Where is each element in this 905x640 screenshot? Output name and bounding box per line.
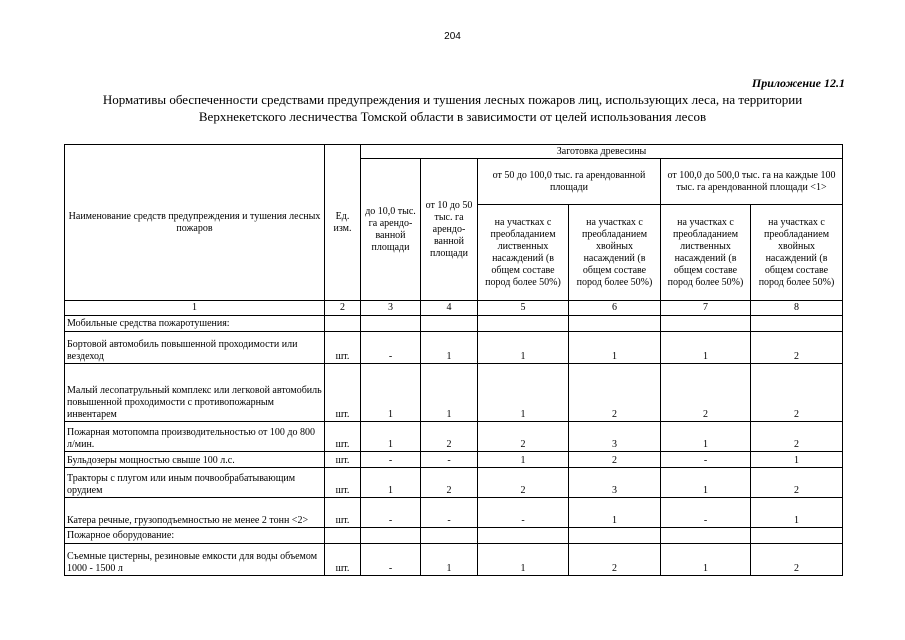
row-value: 1 [751, 498, 843, 528]
column-number: 5 [478, 301, 569, 316]
row-value: 2 [751, 544, 843, 576]
row-value: 1 [661, 422, 751, 452]
row-value: 3 [569, 468, 661, 498]
row-value: 1 [478, 452, 569, 468]
row-value: 2 [661, 364, 751, 422]
document-title: Нормативы обеспеченности средствами предупреждения и тушения лесных пожаров лиц, использующих леса, на территории Верхнекетского лесничества Томской области в зависимости от целей использования лесов [102, 92, 803, 124]
row-name: Бортовой автомобиль повышенной проходимости или вездеход [65, 332, 325, 364]
page-number: 204 [444, 31, 461, 42]
column-number: 2 [325, 301, 361, 316]
section-equipment-title: Пожарное оборудование: [65, 528, 325, 544]
column-number: 7 [661, 301, 751, 316]
row-value: 1 [421, 364, 478, 422]
norms-table [64, 144, 843, 576]
header-group-50-100: от 50 до 100,0 тыс. га арендованной площади [478, 159, 661, 205]
row-value: - [661, 498, 751, 528]
row-value: 2 [421, 468, 478, 498]
row-value: - [478, 498, 569, 528]
appendix-label: Приложение 12.1 [751, 76, 845, 90]
row-value: - [421, 498, 478, 528]
row-value: 2 [421, 422, 478, 452]
row-value: 2 [569, 452, 661, 468]
row-value: 1 [421, 332, 478, 364]
column-number: 6 [569, 301, 661, 316]
row-value: 1 [478, 364, 569, 422]
table-row [65, 544, 843, 576]
row-unit: шт. [325, 498, 361, 528]
row-value: 1 [361, 364, 421, 422]
table-row [65, 364, 843, 422]
row-value: 2 [478, 468, 569, 498]
row-value: - [361, 544, 421, 576]
row-value: 2 [569, 544, 661, 576]
row-value: 2 [751, 468, 843, 498]
header-unit: Ед. изм. [325, 145, 361, 301]
row-name: Пожарная мотопомпа производительностью от 100 до 800 л/мин. [65, 422, 325, 452]
header-name: Наименование средств предупреждения и тушения лесных пожаров [65, 145, 325, 301]
column-number: 3 [361, 301, 421, 316]
table-row [65, 332, 843, 364]
row-name: Бульдозеры мощностью свыше 100 л.с. [65, 452, 325, 468]
section-mobile-title: Мобильные средства пожаротушения: [65, 316, 325, 332]
column-number: 4 [421, 301, 478, 316]
row-unit: шт. [325, 364, 361, 422]
header-col5: на участках с преобладанием лиственных насаждений (в общем составе пород более 50%) [478, 205, 569, 301]
row-value: - [361, 498, 421, 528]
header-col8: на участках с преобладанием хвойных насаждений (в общем составе пород более 50%) [751, 205, 843, 301]
header-col7: на участках с преобладанием лиственных насаждений (в общем составе пород более 50%) [661, 205, 751, 301]
header-harvest: Заготовка древесины [361, 145, 843, 159]
row-unit: шт. [325, 544, 361, 576]
table-row [65, 422, 843, 452]
header-col4: от 10 до 50 тыс. га арендо-ванной площади [421, 159, 478, 301]
row-unit: шт. [325, 422, 361, 452]
row-value: 1 [661, 468, 751, 498]
row-name: Тракторы с плугом или иным почвообрабатывающим орудием [65, 468, 325, 498]
row-value: 2 [569, 364, 661, 422]
table-row [65, 468, 843, 498]
row-value: 1 [569, 332, 661, 364]
header-group-100-500: от 100,0 до 500,0 тыс. га на каждые 100 тыс. га арендованной площади <1> [661, 159, 843, 205]
row-value: 2 [478, 422, 569, 452]
row-value: - [661, 452, 751, 468]
row-value: - [421, 452, 478, 468]
row-value: 2 [751, 332, 843, 364]
row-value: - [361, 452, 421, 468]
row-value: - [361, 332, 421, 364]
row-value: 1 [661, 332, 751, 364]
row-name: Катера речные, грузоподъемностью не менее 2 тонн <2> [65, 498, 325, 528]
table-row [65, 452, 843, 468]
row-unit: шт. [325, 332, 361, 364]
row-name: Съемные цистерны, резиновые емкости для воды объемом 1000 - 1500 л [65, 544, 325, 576]
column-number: 8 [751, 301, 843, 316]
header-col3: до 10,0 тыс. га арендо-ванной площади [361, 159, 421, 301]
row-value: 1 [361, 422, 421, 452]
header-col6: на участках с преобладанием хвойных насаждений (в общем составе пород более 50%) [569, 205, 661, 301]
row-value: 1 [569, 498, 661, 528]
row-value: 2 [751, 422, 843, 452]
row-value: 1 [661, 544, 751, 576]
row-value: 3 [569, 422, 661, 452]
row-value: 2 [751, 364, 843, 422]
row-unit: шт. [325, 452, 361, 468]
row-value: 1 [751, 452, 843, 468]
column-number: 1 [65, 301, 325, 316]
row-value: 1 [478, 332, 569, 364]
row-value: 1 [361, 468, 421, 498]
row-unit: шт. [325, 468, 361, 498]
row-value: 1 [478, 544, 569, 576]
row-name: Малый лесопатрульный комплекс или легковой автомобиль повышенной проходимости с противопожарным инвентарем [65, 364, 325, 422]
row-value: 1 [421, 544, 478, 576]
table-row [65, 498, 843, 528]
